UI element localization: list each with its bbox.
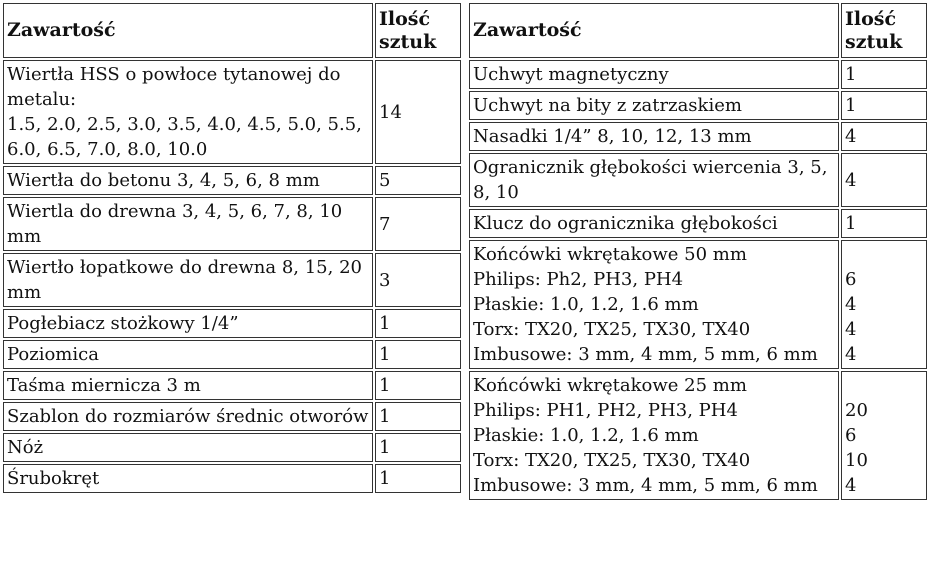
qty-value xyxy=(845,242,923,267)
qty-value: 5 xyxy=(379,170,391,191)
item-cell xyxy=(3,433,373,462)
item-cell xyxy=(469,371,839,500)
item-text: Szablon do rozmiarów średnic otworów xyxy=(7,406,369,427)
table-row xyxy=(469,60,927,89)
table-row xyxy=(3,253,461,307)
table-row xyxy=(469,153,927,207)
item-cell xyxy=(469,60,839,89)
table-row xyxy=(469,371,927,500)
table-row xyxy=(3,402,461,431)
item-text: Wiertła do betonu 3, 4, 5, 6, 8 mm xyxy=(7,170,320,191)
table-body xyxy=(469,60,927,500)
qty-value: 4 xyxy=(845,126,857,147)
header-qty: Ilość sztuk xyxy=(841,3,927,58)
item-text: Śrubokręt xyxy=(7,468,100,489)
item-cell xyxy=(3,371,373,400)
qty-cell xyxy=(375,402,461,431)
qty-cell xyxy=(375,433,461,462)
table-row xyxy=(3,197,461,251)
header-content: Zawartość xyxy=(3,3,373,58)
item-text: Klucz do ogranicznika głębokości xyxy=(473,213,778,234)
item-text: Imbusowe: 3 mm, 4 mm, 5 mm, 6 mm xyxy=(473,475,818,496)
qty-value: 20 xyxy=(845,400,868,421)
item-cell xyxy=(469,209,839,238)
table-row xyxy=(469,209,927,238)
item-text: Wiertla do drewna 3, 4, 5, 6, 7, 8, 10 mm xyxy=(7,201,343,247)
qty-value: 4 xyxy=(845,169,857,191)
header-qty: Ilość sztuk xyxy=(375,3,461,58)
item-cell xyxy=(3,253,373,307)
item-text: Nóż xyxy=(7,437,44,458)
item-text: Końcówki wkrętakowe 25 mm xyxy=(473,375,747,396)
item-text: Końcówki wkrętakowe 50 mm xyxy=(473,244,747,265)
item-text: Taśma miernicza 3 m xyxy=(7,375,201,396)
item-text: Imbusowe: 3 mm, 4 mm, 5 mm, 6 mm xyxy=(473,344,818,365)
qty-cell xyxy=(375,309,461,338)
header-row xyxy=(469,3,927,58)
table-row xyxy=(3,309,461,338)
qty-cell xyxy=(375,464,461,493)
item-cell xyxy=(3,166,373,195)
qty-cell xyxy=(375,60,461,164)
item-text: Pogłebiacz stożkowy 1/4” xyxy=(7,313,239,334)
qty-cell xyxy=(375,197,461,251)
qty-value: 1 xyxy=(379,375,391,396)
item-text: Uchwyt magnetyczny xyxy=(473,64,669,85)
header-row xyxy=(3,3,461,58)
qty-cell xyxy=(841,209,927,238)
item-cell xyxy=(3,309,373,338)
qty-value: 4 xyxy=(845,475,857,496)
qty-value xyxy=(845,373,923,398)
table-row xyxy=(469,122,927,151)
item-cell xyxy=(469,122,839,151)
qty-cell xyxy=(841,371,927,500)
item-text: Torx: TX20, TX25, TX30, TX40 xyxy=(473,450,751,471)
item-cell xyxy=(3,60,373,164)
table-row xyxy=(3,371,461,400)
qty-value: 6 xyxy=(845,269,857,290)
qty-cell xyxy=(375,166,461,195)
item-cell xyxy=(469,91,839,120)
qty-cell xyxy=(841,153,927,207)
item-text: Philips: Ph2, PH3, PH4 xyxy=(473,269,684,290)
table-row xyxy=(469,91,927,120)
qty-value: 14 xyxy=(379,101,402,123)
item-text: Poziomica xyxy=(7,344,99,365)
qty-value: 10 xyxy=(845,450,868,471)
item-text: Płaskie: 1.0, 1.2, 1.6 mm xyxy=(473,425,699,446)
qty-value: 1 xyxy=(379,468,391,489)
contents-table-left xyxy=(1,1,463,495)
qty-value: 1 xyxy=(379,406,391,427)
qty-cell xyxy=(841,91,927,120)
item-text: Ogranicznik głębokości wiercenia 3, 5, 8, 10 xyxy=(473,157,828,203)
qty-cell xyxy=(841,122,927,151)
item-cell xyxy=(469,153,839,207)
item-text: Torx: TX20, TX25, TX30, TX40 xyxy=(473,319,751,340)
item-text: Płaskie: 1.0, 1.2, 1.6 mm xyxy=(473,294,699,315)
item-cell xyxy=(3,402,373,431)
item-cell xyxy=(3,464,373,493)
qty-value: 1 xyxy=(845,95,857,116)
qty-value: 1 xyxy=(845,213,857,234)
qty-cell xyxy=(841,60,927,89)
item-cell xyxy=(469,240,839,369)
qty-cell xyxy=(375,371,461,400)
qty-value: 6 xyxy=(845,425,857,446)
qty-value: 4 xyxy=(845,319,857,340)
table-row xyxy=(3,340,461,369)
qty-cell xyxy=(841,240,927,369)
item-text: Wiertło łopatkowe do drewna 8, 15, 20 mm xyxy=(7,257,362,303)
table-row xyxy=(3,60,461,164)
table-row xyxy=(3,166,461,195)
qty-cell xyxy=(375,340,461,369)
item-text: Uchwyt na bity z zatrzaskiem xyxy=(473,95,742,116)
item-text: 1.5, 2.0, 2.5, 3.0, 3.5, 4.0, 4.5, 5.0, 5.5, 6.0, 6.5, 7.0, 8.0, 10.0 xyxy=(7,114,362,160)
qty-value: 1 xyxy=(379,437,391,458)
qty-value: 1 xyxy=(379,344,391,365)
qty-value: 1 xyxy=(379,313,391,334)
header-content: Zawartość xyxy=(469,3,839,58)
qty-value: 7 xyxy=(379,213,391,235)
item-text: Philips: PH1, PH2, PH3, PH4 xyxy=(473,400,738,421)
qty-value: 3 xyxy=(379,269,391,291)
qty-cell xyxy=(375,253,461,307)
item-text: Nasadki 1/4” 8, 10, 12, 13 mm xyxy=(473,126,752,147)
table-row xyxy=(469,240,927,369)
qty-value: 1 xyxy=(845,64,857,85)
item-cell xyxy=(3,340,373,369)
contents-table-right xyxy=(467,1,929,502)
table-row xyxy=(3,433,461,462)
qty-value: 4 xyxy=(845,294,857,315)
table-row xyxy=(3,464,461,493)
qty-value: 4 xyxy=(845,344,857,365)
item-cell xyxy=(3,197,373,251)
table-body xyxy=(3,60,461,493)
item-text: Wiertła HSS o powłoce tytanowej do metalu: xyxy=(7,64,341,110)
